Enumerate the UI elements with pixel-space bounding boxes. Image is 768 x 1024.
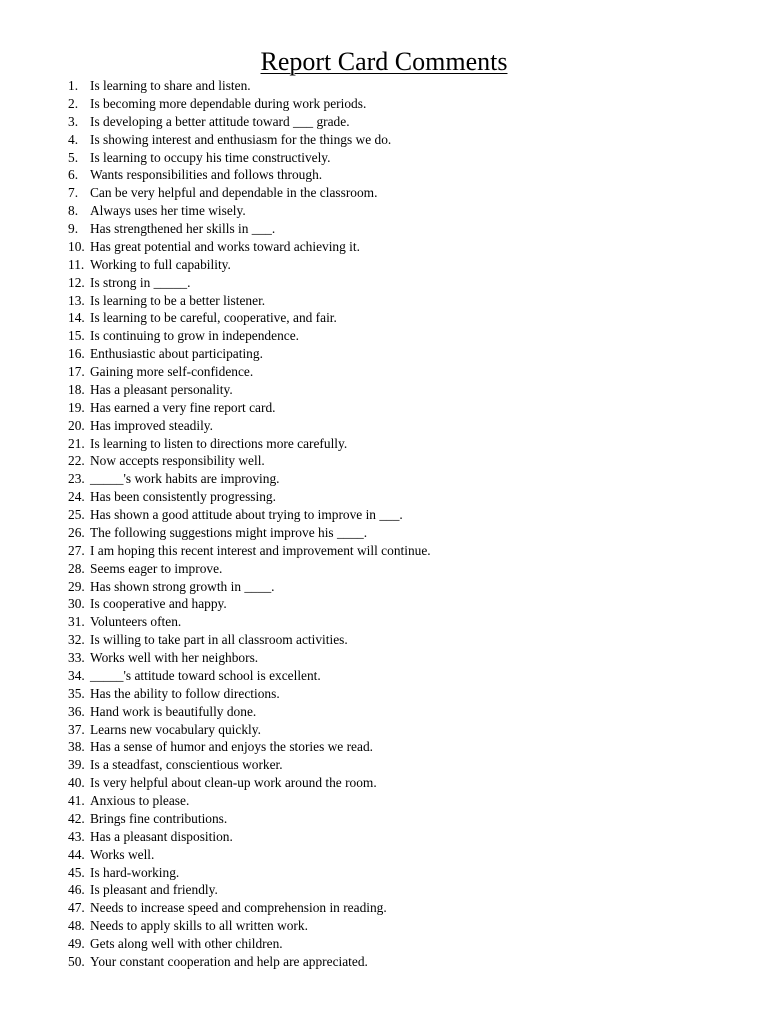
list-item-text: Works well with her neighbors. bbox=[90, 650, 259, 665]
list-item-number: 44. bbox=[68, 846, 85, 862]
list-item-number: 26. bbox=[68, 524, 85, 540]
list-item bbox=[68, 613, 728, 631]
list-item-text: Enthusiastic about participating. bbox=[90, 346, 263, 362]
list-item-text: Is continuing to grow in independence. bbox=[90, 328, 299, 344]
list-item-text: _____'s work habits are improving. bbox=[90, 471, 280, 487]
list-item-number: 37. bbox=[68, 721, 85, 737]
list-item bbox=[68, 703, 728, 721]
list-item-number: 32. bbox=[68, 632, 85, 648]
list-item bbox=[68, 274, 728, 292]
list-item bbox=[68, 506, 728, 524]
list-item bbox=[68, 899, 728, 917]
list-item-number: 7. bbox=[68, 185, 79, 201]
list-item-number: 18. bbox=[68, 381, 85, 397]
list-item bbox=[68, 292, 728, 310]
list-item-number: 49. bbox=[68, 936, 85, 951]
list-item-text: Brings fine contributions. bbox=[90, 810, 228, 826]
list-item-number: 40. bbox=[68, 775, 85, 791]
list-item-text: Is developing a better attitude toward ___ grade. bbox=[90, 113, 350, 129]
list-item-text: Learns new vocabulary quickly. bbox=[90, 721, 261, 737]
list-item-number: 47. bbox=[68, 900, 85, 916]
list-item bbox=[68, 542, 728, 560]
list-item bbox=[68, 113, 728, 131]
list-item-number: 46. bbox=[68, 882, 85, 898]
list-item-text: I am hoping this recent interest and improvement will continue. bbox=[90, 542, 431, 558]
list-item-text: Always uses her time wisely. bbox=[90, 203, 246, 219]
list-item bbox=[68, 363, 728, 381]
list-item-number: 12. bbox=[68, 274, 85, 290]
list-item-text: Wants responsibilities and follows through. bbox=[90, 167, 323, 183]
list-item-number: 3. bbox=[68, 113, 79, 129]
list-item-number: 31. bbox=[68, 614, 85, 630]
list-item-text: Anxious to please. bbox=[90, 793, 190, 808]
list-item-text: Is showing interest and enthusiasm for the things we do. bbox=[90, 131, 392, 147]
list-item-number: 16. bbox=[68, 346, 85, 362]
list-item bbox=[68, 828, 728, 846]
list-item-text: Hand work is beautifully done. bbox=[90, 703, 257, 719]
list-item bbox=[68, 560, 728, 578]
list-item bbox=[68, 917, 728, 935]
list-item bbox=[68, 578, 728, 596]
list-item bbox=[68, 470, 728, 488]
list-item bbox=[68, 631, 728, 649]
list-item bbox=[68, 95, 728, 113]
list-item-text: Has a pleasant personality. bbox=[90, 381, 233, 397]
list-item bbox=[68, 399, 728, 417]
list-item-number: 1. bbox=[68, 78, 79, 93]
list-item-number: 28. bbox=[68, 560, 85, 576]
list-item bbox=[68, 810, 728, 828]
list-item bbox=[68, 685, 728, 703]
list-item-text: Can be very helpful and dependable in the classroom. bbox=[90, 185, 378, 201]
list-item-number: 14. bbox=[68, 310, 85, 326]
list-item bbox=[68, 309, 728, 327]
page-title-text: Report Card Comments bbox=[260, 47, 508, 76]
list-item bbox=[68, 721, 728, 739]
comment-list bbox=[68, 77, 728, 971]
list-item-number: 30. bbox=[68, 596, 85, 612]
list-item-text: Is learning to be careful, cooperative, and fair. bbox=[90, 310, 337, 326]
list-item-number: 38. bbox=[68, 739, 85, 755]
list-item bbox=[68, 524, 728, 542]
list-item-number: 50. bbox=[68, 953, 85, 969]
list-item-number: 41. bbox=[68, 793, 85, 808]
list-item bbox=[68, 256, 728, 274]
list-item-number: 2. bbox=[68, 95, 79, 111]
list-item-text: _____'s attitude toward school is excellent. bbox=[90, 667, 321, 683]
list-item-number: 22. bbox=[68, 453, 85, 469]
list-item-number: 5. bbox=[68, 149, 79, 165]
list-item-number: 45. bbox=[68, 864, 85, 880]
list-item-number: 42. bbox=[68, 810, 85, 826]
list-item-text: Has improved steadily. bbox=[90, 417, 213, 433]
list-item-number: 39. bbox=[68, 757, 85, 773]
list-item-text: Gaining more self-confidence. bbox=[90, 364, 254, 379]
list-item-text: Volunteers often. bbox=[90, 614, 182, 630]
list-item bbox=[68, 77, 728, 95]
list-item-text: Is cooperative and happy. bbox=[90, 596, 227, 612]
list-item-number: 23. bbox=[68, 471, 85, 487]
list-item bbox=[68, 202, 728, 220]
list-item-text: Works well. bbox=[90, 846, 155, 862]
list-item-text: Is pleasant and friendly. bbox=[90, 882, 218, 898]
list-item-text: Is learning to listen to directions more carefully. bbox=[90, 435, 348, 451]
list-item-number: 13. bbox=[68, 292, 85, 308]
list-item-text: Gets along well with other children. bbox=[90, 936, 283, 951]
list-item-text: Seems eager to improve. bbox=[90, 560, 223, 576]
list-item-number: 29. bbox=[68, 578, 85, 594]
list-item-text: Has shown a good attitude about trying to improve in ___. bbox=[90, 507, 403, 522]
list-item-text: Has the ability to follow directions. bbox=[90, 685, 280, 701]
list-item bbox=[68, 166, 728, 184]
list-item-number: 10. bbox=[68, 238, 85, 254]
list-item bbox=[68, 738, 728, 756]
list-item bbox=[68, 131, 728, 149]
page-title bbox=[0, 46, 768, 78]
list-item bbox=[68, 238, 728, 256]
list-item-text: Working to full capability. bbox=[90, 256, 231, 272]
list-item-text: Is hard-working. bbox=[90, 864, 180, 880]
list-item bbox=[68, 864, 728, 882]
list-item-text: Is willing to take part in all classroom activities. bbox=[90, 632, 348, 648]
list-item bbox=[68, 649, 728, 667]
list-item-text: Needs to apply skills to all written work. bbox=[90, 918, 308, 934]
list-item-number: 25. bbox=[68, 507, 85, 522]
list-item-text: Is strong in _____. bbox=[90, 274, 191, 290]
list-item-text: Has great potential and works toward achieving it. bbox=[90, 238, 360, 254]
list-item-text: Your constant cooperation and help are appreciated. bbox=[90, 953, 368, 969]
list-item bbox=[68, 935, 728, 953]
list-item bbox=[68, 184, 728, 202]
list-item bbox=[68, 417, 728, 435]
list-item bbox=[68, 149, 728, 167]
list-item-number: 20. bbox=[68, 417, 85, 433]
list-item-text: Has a sense of humor and enjoys the stories we read. bbox=[90, 739, 373, 755]
list-item-number: 17. bbox=[68, 364, 85, 379]
list-item-number: 19. bbox=[68, 399, 85, 415]
list-item-text: Is learning to occupy his time constructively. bbox=[90, 149, 331, 165]
list-item-text: Is learning to be a better listener. bbox=[90, 292, 266, 308]
list-item-number: 33. bbox=[68, 650, 85, 665]
list-item bbox=[68, 667, 728, 685]
list-item-text: Has strengthened her skills in ___. bbox=[90, 221, 276, 236]
list-item bbox=[68, 774, 728, 792]
list-item-number: 8. bbox=[68, 203, 79, 219]
list-item-text: Needs to increase speed and comprehension in reading. bbox=[90, 900, 387, 916]
list-item bbox=[68, 953, 728, 971]
list-item-number: 4. bbox=[68, 131, 79, 147]
list-item-text: Has been consistently progressing. bbox=[90, 489, 276, 505]
list-item bbox=[68, 381, 728, 399]
list-item-number: 43. bbox=[68, 828, 85, 844]
list-item-number: 6. bbox=[68, 167, 79, 183]
list-item bbox=[68, 792, 728, 810]
list-item-number: 21. bbox=[68, 435, 85, 451]
list-item-text: Is a steadfast, conscientious worker. bbox=[90, 757, 283, 773]
list-item bbox=[68, 220, 728, 238]
list-item-text: Has shown strong growth in ____. bbox=[90, 578, 275, 594]
list-item-text: Is very helpful about clean-up work around the room. bbox=[90, 775, 377, 791]
list-item-number: 15. bbox=[68, 328, 85, 344]
list-item bbox=[68, 881, 728, 899]
list-item-number: 48. bbox=[68, 918, 85, 934]
list-item-number: 11. bbox=[68, 256, 85, 272]
list-item-number: 36. bbox=[68, 703, 85, 719]
list-item-text: Has earned a very fine report card. bbox=[90, 399, 276, 415]
list-item bbox=[68, 488, 728, 506]
list-item bbox=[68, 756, 728, 774]
list-item bbox=[68, 327, 728, 345]
list-item-number: 34. bbox=[68, 667, 85, 683]
list-item-number: 24. bbox=[68, 489, 85, 505]
list-item bbox=[68, 846, 728, 864]
list-item bbox=[68, 595, 728, 613]
list-item-number: 35. bbox=[68, 685, 85, 701]
list-item-text: Has a pleasant disposition. bbox=[90, 828, 233, 844]
list-item-number: 27. bbox=[68, 542, 85, 558]
list-item-number: 9. bbox=[68, 221, 79, 236]
list-item-text: The following suggestions might improve his ____. bbox=[90, 524, 368, 540]
list-item bbox=[68, 452, 728, 470]
list-item bbox=[68, 345, 728, 363]
list-item bbox=[68, 435, 728, 453]
list-item-text: Now accepts responsibility well. bbox=[90, 453, 265, 469]
list-item-text: Is learning to share and listen. bbox=[90, 78, 251, 93]
list-item-text: Is becoming more dependable during work periods. bbox=[90, 95, 367, 111]
